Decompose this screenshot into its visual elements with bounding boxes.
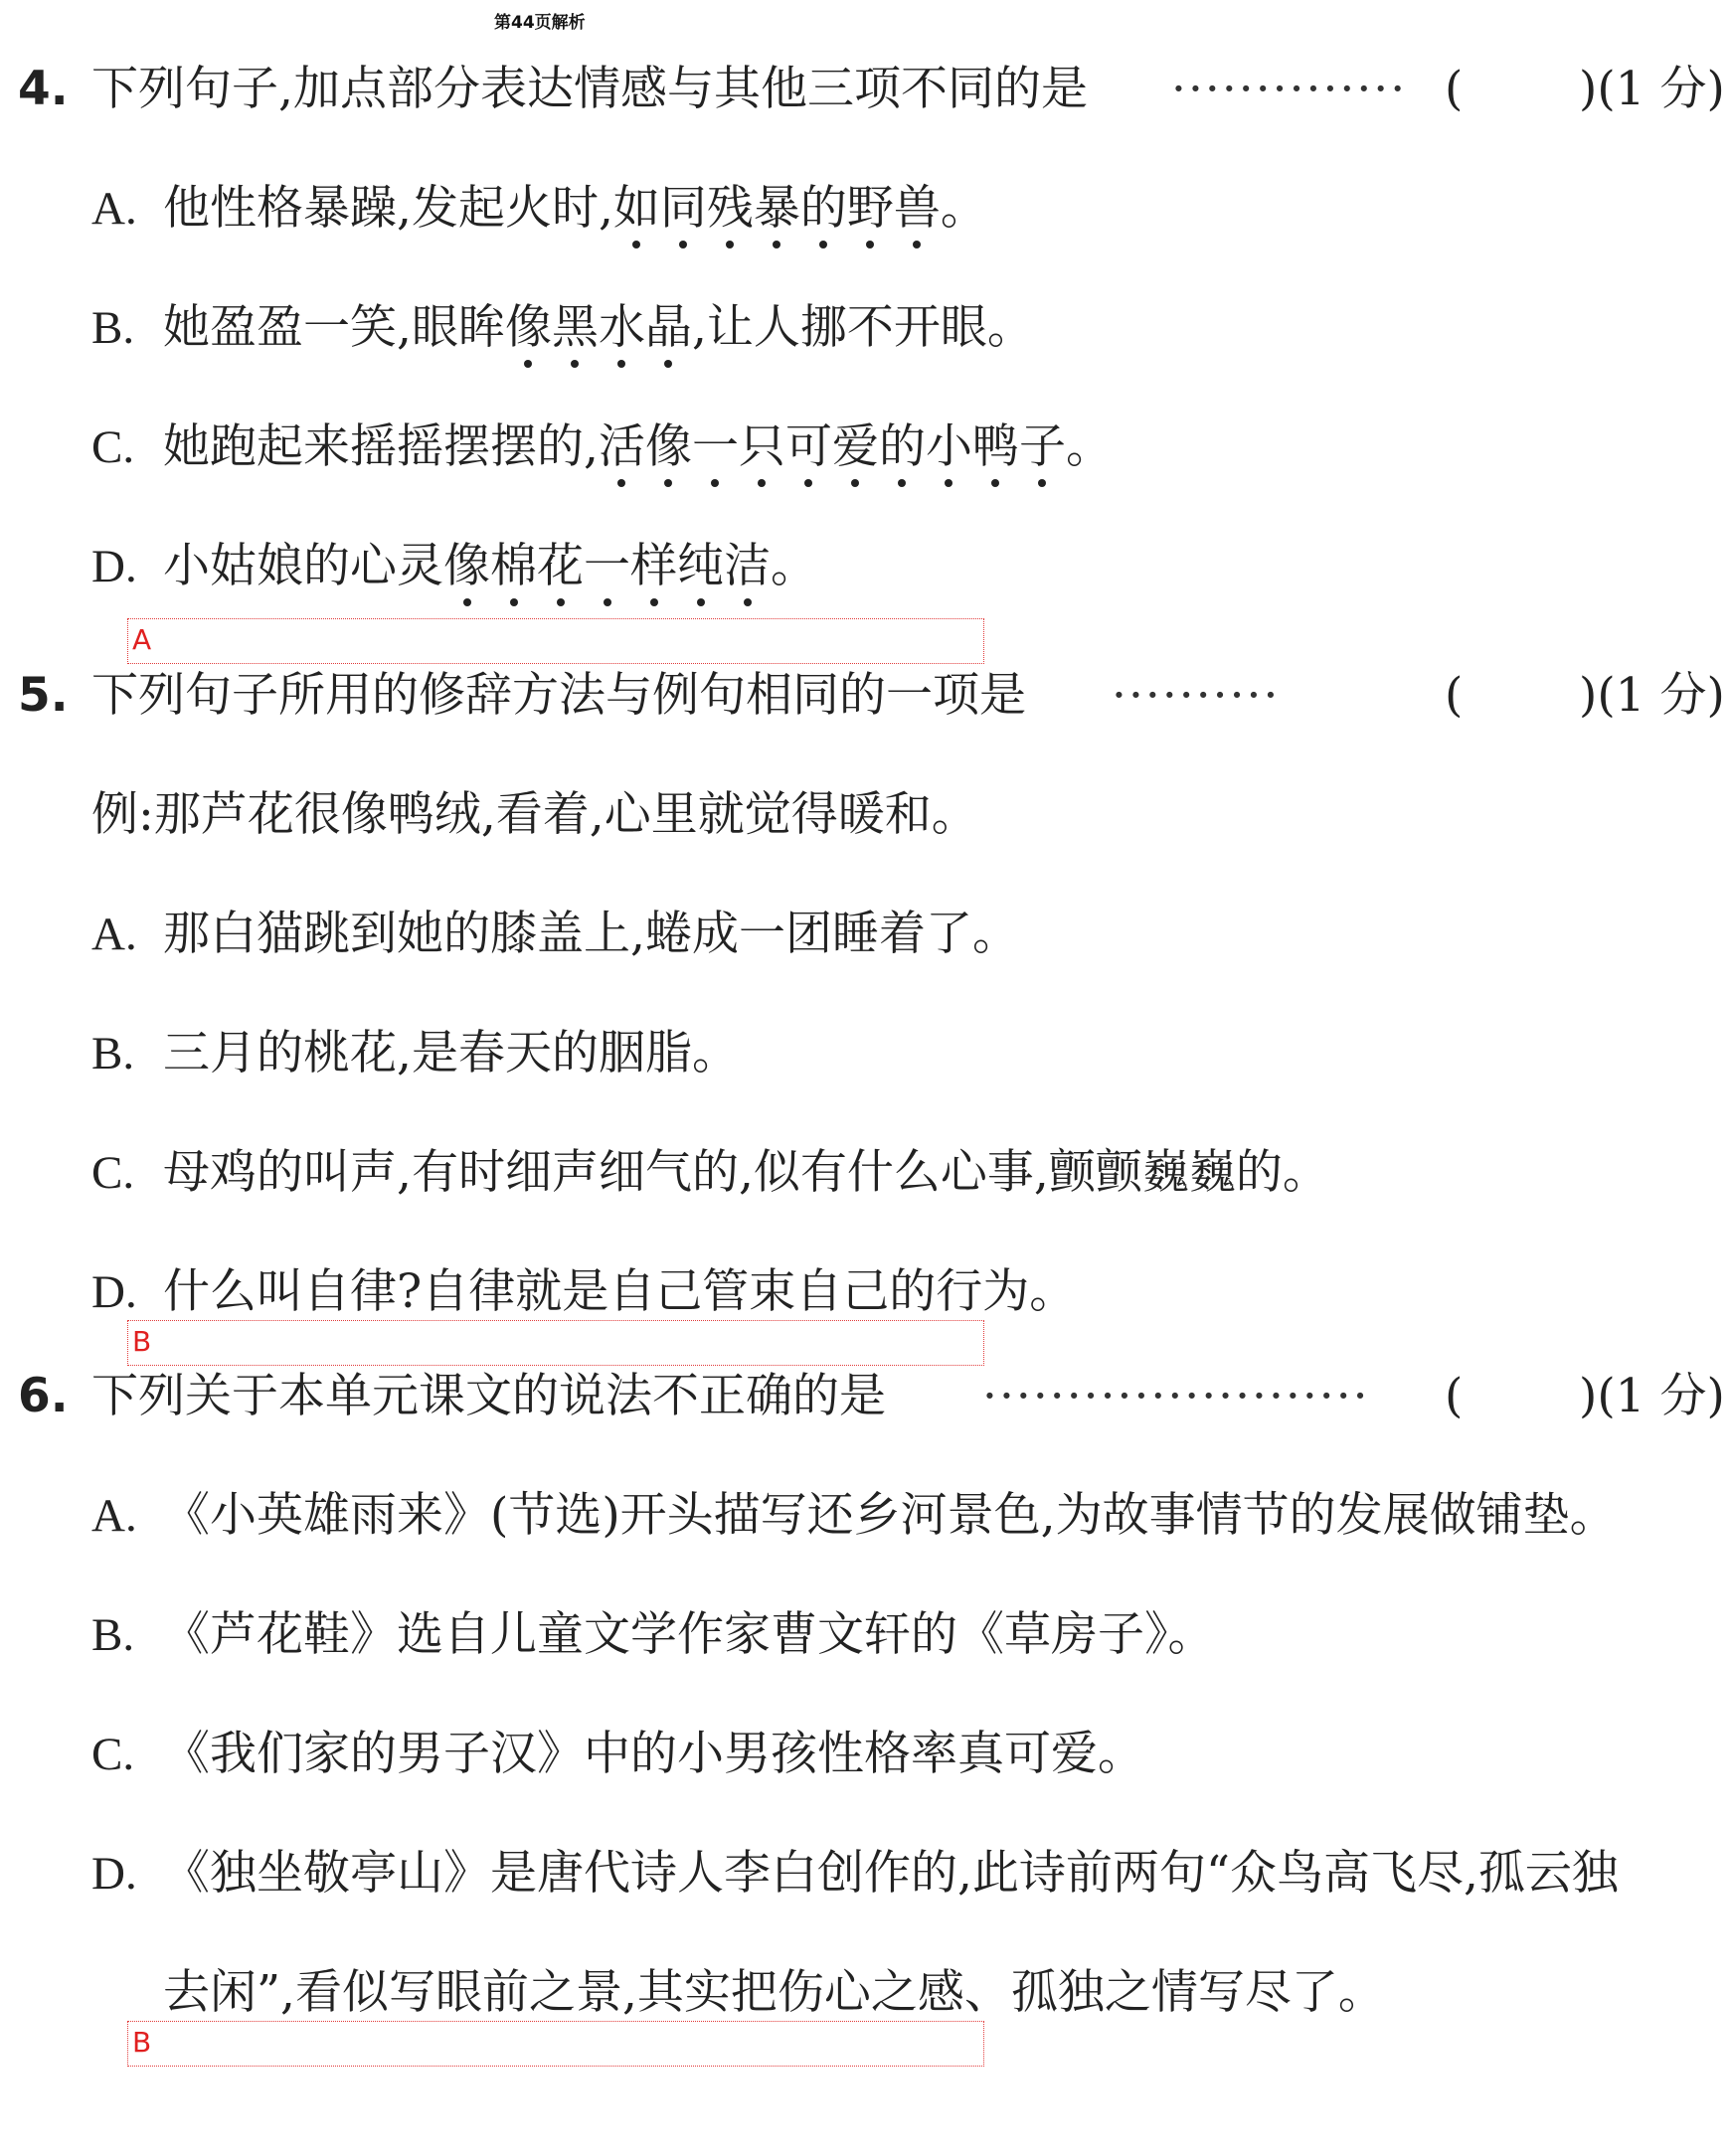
emphasis-dot xyxy=(991,479,999,487)
answer-text: B xyxy=(132,2026,152,2059)
option-c: C. 她跑起来摇摇摆摆的,活像一只可爱的小鸭子 。 xyxy=(91,417,1113,477)
answer-text: A xyxy=(132,623,152,656)
answer-box xyxy=(127,2021,984,2067)
emphasis-dot xyxy=(510,598,518,606)
emphasis-dot xyxy=(819,241,827,249)
question-number: 6. xyxy=(18,1369,69,1423)
answer-paren-open: ( xyxy=(1445,668,1464,723)
leader-dots: ······················· xyxy=(982,1369,1370,1423)
option-text: 什么叫自律?自律就是自己管束自己的行为。 xyxy=(163,1264,1077,1319)
leader-dots: ·········· xyxy=(1112,668,1281,723)
emphasis-dots xyxy=(613,241,941,250)
leader-dots: ·············· xyxy=(1171,62,1408,116)
answer-paren-close: )(1 分) xyxy=(1579,668,1725,723)
question-text: 下列句子,加点部分表达情感与其他三项不同的是 xyxy=(91,62,1088,116)
emphasis-dot xyxy=(664,479,672,487)
option-letter: D. xyxy=(91,1266,137,1318)
question-text: 下列关于本单元课文的说法不正确的是 xyxy=(91,1369,886,1423)
emphasis-dot xyxy=(726,241,734,249)
page-header: 第44页解析 xyxy=(494,13,586,33)
option-b xyxy=(91,1605,1215,1665)
question-number: 4. xyxy=(18,62,69,116)
option-letter: B. xyxy=(91,1028,135,1079)
option-text: 她跑起来摇摇摆摆的, xyxy=(163,419,599,474)
emphasis-dots xyxy=(599,479,1066,489)
option-a: A. 他性格暴躁,发起火时,如同残暴的野兽 。 xyxy=(91,179,987,239)
emphasis-dot xyxy=(632,241,640,249)
emphasis-dot xyxy=(697,598,705,606)
option-letter: D. xyxy=(91,541,137,592)
option-c xyxy=(91,1143,1329,1203)
option-letter: C. xyxy=(91,1147,135,1199)
emphasis-dot xyxy=(866,241,874,249)
answer-box xyxy=(127,618,984,664)
option-text: 他性格暴躁,发起火时, xyxy=(163,181,613,236)
option-d xyxy=(91,1844,1619,1904)
answer-paren-open: ( xyxy=(1445,62,1464,116)
option-letter: A. xyxy=(91,1490,137,1542)
emphasis-dot xyxy=(773,241,780,249)
option-letter: D. xyxy=(91,1848,137,1900)
emphasis-dot xyxy=(571,360,579,368)
emphasis-dot xyxy=(1038,479,1046,487)
emphasis-dot xyxy=(804,479,812,487)
option-letter: A. xyxy=(91,909,137,960)
emphasized-text: 活像一只可爱的小鸭子 xyxy=(599,417,1066,477)
option-text: 小姑娘的心灵 xyxy=(163,539,443,593)
answer-paren-close: )(1 分) xyxy=(1579,1369,1725,1423)
emphasis-dot xyxy=(711,479,719,487)
emphasized-text: 像棉花一样纯洁 xyxy=(443,537,771,596)
emphasis-dot xyxy=(650,598,658,606)
option-a xyxy=(91,905,1019,964)
question-number: 5. xyxy=(18,668,69,723)
option-letter: C. xyxy=(91,1729,135,1780)
option-letter: A. xyxy=(91,183,137,235)
option-c xyxy=(91,1725,1144,1784)
emphasized-text: 像黑水晶 xyxy=(505,298,692,358)
emphasis-dot xyxy=(524,360,532,368)
option-text: 她盈盈一笑,眼眸 xyxy=(163,300,505,355)
emphasis-dot xyxy=(604,598,611,606)
option-d: D. 小姑娘的心灵像棉花一样纯洁 。 xyxy=(91,537,817,596)
emphasis-dot xyxy=(913,241,921,249)
emphasis-dots xyxy=(443,598,771,608)
option-text: 那白猫跳到她的膝盖上,蜷成一团睡着了。 xyxy=(163,907,1019,961)
option-text: 《小英雄雨来》(节选)开头描写还乡河景色,为故事情节的发展做铺垫。 xyxy=(163,1488,1617,1543)
option-text: 《我们家的男子汉》中的小男孩性格率真可爱。 xyxy=(163,1727,1144,1781)
option-letter: C. xyxy=(91,421,135,473)
option-b: B. 她盈盈一笑,眼眸像黑水晶 ,让人挪不开眼。 xyxy=(91,298,1034,358)
option-text: 《芦花鞋》选自儿童文学作家曹文轩的《草房子》。 xyxy=(163,1607,1215,1662)
example-sentence: 例:那芦花很像鸭绒,看着,心里就觉得暖和。 xyxy=(91,787,978,842)
option-d-continuation: 去闲”,看似写眼前之景,其实把伤心之感、孤独之情写尽了。 xyxy=(163,1965,1385,2020)
question-text: 下列句子所用的修辞方法与例句相同的一项是 xyxy=(91,668,1026,723)
option-text: 《独坐敬亭山》是唐代诗人李白创作的,此诗前两句“众鸟高飞尽,孤云独 xyxy=(163,1846,1619,1901)
emphasis-dot xyxy=(557,598,565,606)
answer-box xyxy=(127,1320,984,1366)
emphasis-dot xyxy=(679,241,687,249)
emphasis-dot xyxy=(617,479,625,487)
option-text: 三月的桃花,是春天的胭脂。 xyxy=(163,1026,739,1080)
answer-text: B xyxy=(132,1325,152,1358)
option-letter: B. xyxy=(91,302,135,354)
emphasis-dot xyxy=(617,360,625,368)
emphasis-dot xyxy=(898,479,906,487)
option-letter: B. xyxy=(91,1609,135,1661)
emphasis-dot xyxy=(744,598,752,606)
option-b xyxy=(91,1024,739,1083)
emphasis-dot xyxy=(664,360,672,368)
emphasis-dots xyxy=(505,360,692,370)
emphasis-dot xyxy=(851,479,859,487)
option-d xyxy=(91,1262,1076,1322)
emphasis-dot xyxy=(758,479,766,487)
answer-paren-open: ( xyxy=(1445,1369,1464,1423)
option-a xyxy=(91,1486,1617,1546)
emphasis-dot xyxy=(945,479,952,487)
emphasized-text: 如同残暴的野兽 xyxy=(613,179,941,239)
answer-paren-close: )(1 分) xyxy=(1579,62,1725,116)
option-text: 母鸡的叫声,有时细声细气的,似有什么心事,颤颤巍巍的。 xyxy=(163,1145,1329,1200)
emphasis-dot xyxy=(463,598,471,606)
